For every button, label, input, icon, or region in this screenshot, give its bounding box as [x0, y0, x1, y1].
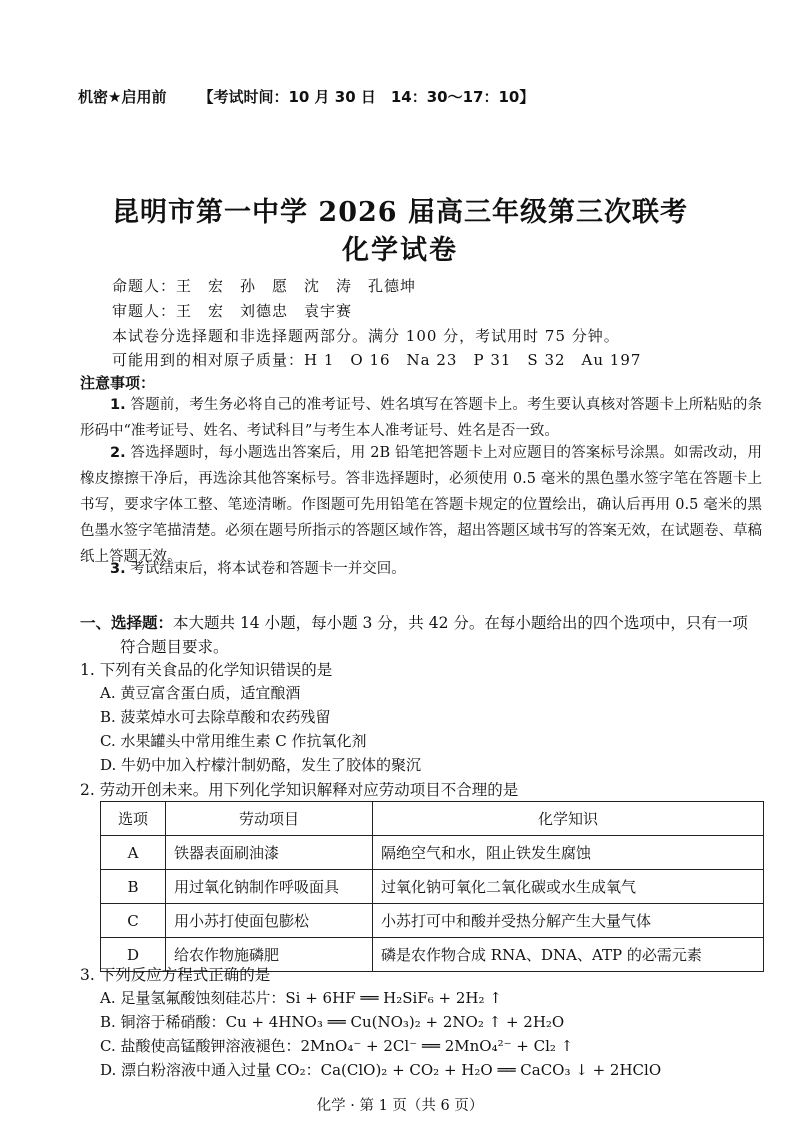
- paper-subtitle: 化学试卷: [342, 235, 458, 266]
- table-row: [101, 870, 764, 904]
- table-cell: D: [101, 938, 166, 972]
- option-prefix: A. 足量氢氟酸蚀刻硅芯片：: [100, 989, 286, 1007]
- table-header: 选项: [101, 802, 166, 836]
- atomic-mass-line: 可能用到的相对原子质量：H 1 O 16 Na 23 P 31 S 32 Au 197: [112, 351, 642, 369]
- notice-item-text: 考试结束后，将本试卷和答题卡一并交回。: [130, 561, 406, 577]
- option-equation: Si + 6HF ══ H₂SiF₆ + 2H₂ ↑: [285, 989, 502, 1007]
- notice-item-2: [80, 440, 762, 570]
- table-cell: 过氧化钠可氧化二氧化碳或水生成氧气: [373, 870, 764, 904]
- secret-label: 机密★启用前: [78, 88, 167, 106]
- question-1-stem: 1. 下列有关食品的化学知识错误的是: [80, 661, 333, 679]
- paper-title: 昆明市第一中学 2026 届高三年级第三次联考: [112, 197, 688, 228]
- table-cell: 铁器表面刷油漆: [166, 836, 373, 870]
- authors-line: 命题人：王 宏 孙 愿 沈 涛 孔德坤: [112, 277, 417, 295]
- table-cell: 用过氧化钠制作呼吸面具: [166, 870, 373, 904]
- intro-line: 本试卷分选择题和非选择题两部分。满分 100 分，考试用时 75 分钟。: [112, 327, 620, 345]
- option-prefix: D. 漂白粉溶液中通入过量 CO₂：: [100, 1061, 321, 1079]
- section-heading: [80, 611, 765, 659]
- notice-item-num: 2.: [110, 445, 126, 461]
- q1-option-d: D. 牛奶中加入柠檬汁制奶酪，发生了胶体的聚沉: [100, 756, 422, 774]
- table-row: [101, 904, 764, 938]
- option-equation: Cu + 4HNO₃ ══ Cu(NO₃)₂ + 2NO₂ ↑ + 2H₂O: [225, 1013, 565, 1031]
- exam-time: 【考试时间：10 月 30 日 14：30～17：10】: [198, 88, 535, 106]
- table-cell: 给农作物施磷肥: [166, 938, 373, 972]
- table-cell: 小苏打可中和酸并受热分解产生大量气体: [373, 904, 764, 938]
- exam-header: [78, 86, 534, 107]
- q2-table: [100, 801, 764, 972]
- notice-heading: 注意事项：: [80, 374, 156, 392]
- table-cell: A: [101, 836, 166, 870]
- q1-option-b: B. 菠菜焯水可去除草酸和农药残留: [100, 708, 331, 726]
- table-header: 化学知识: [373, 802, 764, 836]
- table-cell: B: [101, 870, 166, 904]
- notice-item-text: 答选择题时，每小题选出答案后，用 2B 铅笔把答题卡上对应题目的答案标号涂黑。如需改动，用橡皮擦擦干净后，再选涂其他答案标号。答非选择题时，必须使用 0.5 毫米的黑色墨水签字笔在答题卡上书写，要求字体工整、笔迹清晰。作图题可先用铅笔在答题卡规定的位置绘出，确认后再用 0.5 毫米的黑色墨水签字笔描清楚。必须在题号所指示的答题区域作答，超出答题区域书写的答案无效，在试题卷、草稿纸上答题无效。: [80, 445, 762, 565]
- reviewers-line: 审题人：王 宏 刘德忠 袁宇赛: [112, 302, 353, 320]
- table-cell: 用小苏打使面包膨松: [166, 904, 373, 938]
- section-label: 一、选择题：: [80, 614, 174, 632]
- q3-option-a: [100, 987, 502, 1008]
- option-prefix: C. 盐酸使高锰酸钾溶液褪色：: [100, 1037, 301, 1055]
- question-2-stem: 2. 劳动开创未来。用下列化学知识解释对应劳动项目不合理的是: [80, 781, 519, 799]
- table-header-row: [101, 802, 764, 836]
- section-desc-cont: 符合题目要求。: [120, 638, 229, 656]
- notice-item-text: 答题前，考生务必将自己的准考证号、姓名填写在答题卡上。考生要认真核对答题卡上所粘贴的条形码中“准考证号、姓名、考试科目”与考生本人准考证号、姓名是否一致。: [80, 397, 763, 439]
- q3-option-c: [100, 1035, 573, 1056]
- table-row: [101, 836, 764, 870]
- page-footer: 化学 · 第 1 页（共 6 页）: [316, 1098, 484, 1114]
- notice-item-num: 1.: [110, 397, 126, 413]
- notice-item-num: 3.: [110, 561, 126, 577]
- table-cell: 隔绝空气和水，阻止铁发生腐蚀: [373, 836, 764, 870]
- q1-option-a: A. 黄豆富含蛋白质，适宜酿酒: [100, 684, 301, 702]
- table-header: 劳动项目: [166, 802, 373, 836]
- section-desc: 本大题共 14 小题，每小题 3 分，共 42 分。在每小题给出的四个选项中，只有一项: [173, 614, 748, 632]
- question-3-stem: 3. 下列反应方程式正确的是: [80, 966, 271, 984]
- q1-option-c: C. 水果罐头中常用维生素 C 作抗氧化剂: [100, 732, 367, 750]
- notice-item-3: [80, 556, 762, 582]
- option-prefix: B. 铜溶于稀硝酸：: [100, 1013, 226, 1031]
- q3-option-b: [100, 1011, 564, 1032]
- table-cell: C: [101, 904, 166, 938]
- option-equation: Ca(ClO)₂ + CO₂ + H₂O ══ CaCO₃ ↓ + 2HClO: [320, 1061, 662, 1079]
- table-cell: 磷是农作物合成 RNA、DNA、ATP 的必需元素: [373, 938, 764, 972]
- notice-item-1: [80, 392, 762, 444]
- q3-option-d: [100, 1059, 661, 1080]
- option-equation: 2MnO₄⁻ + 2Cl⁻ ══ 2MnO₄²⁻ + Cl₂ ↑: [300, 1037, 574, 1055]
